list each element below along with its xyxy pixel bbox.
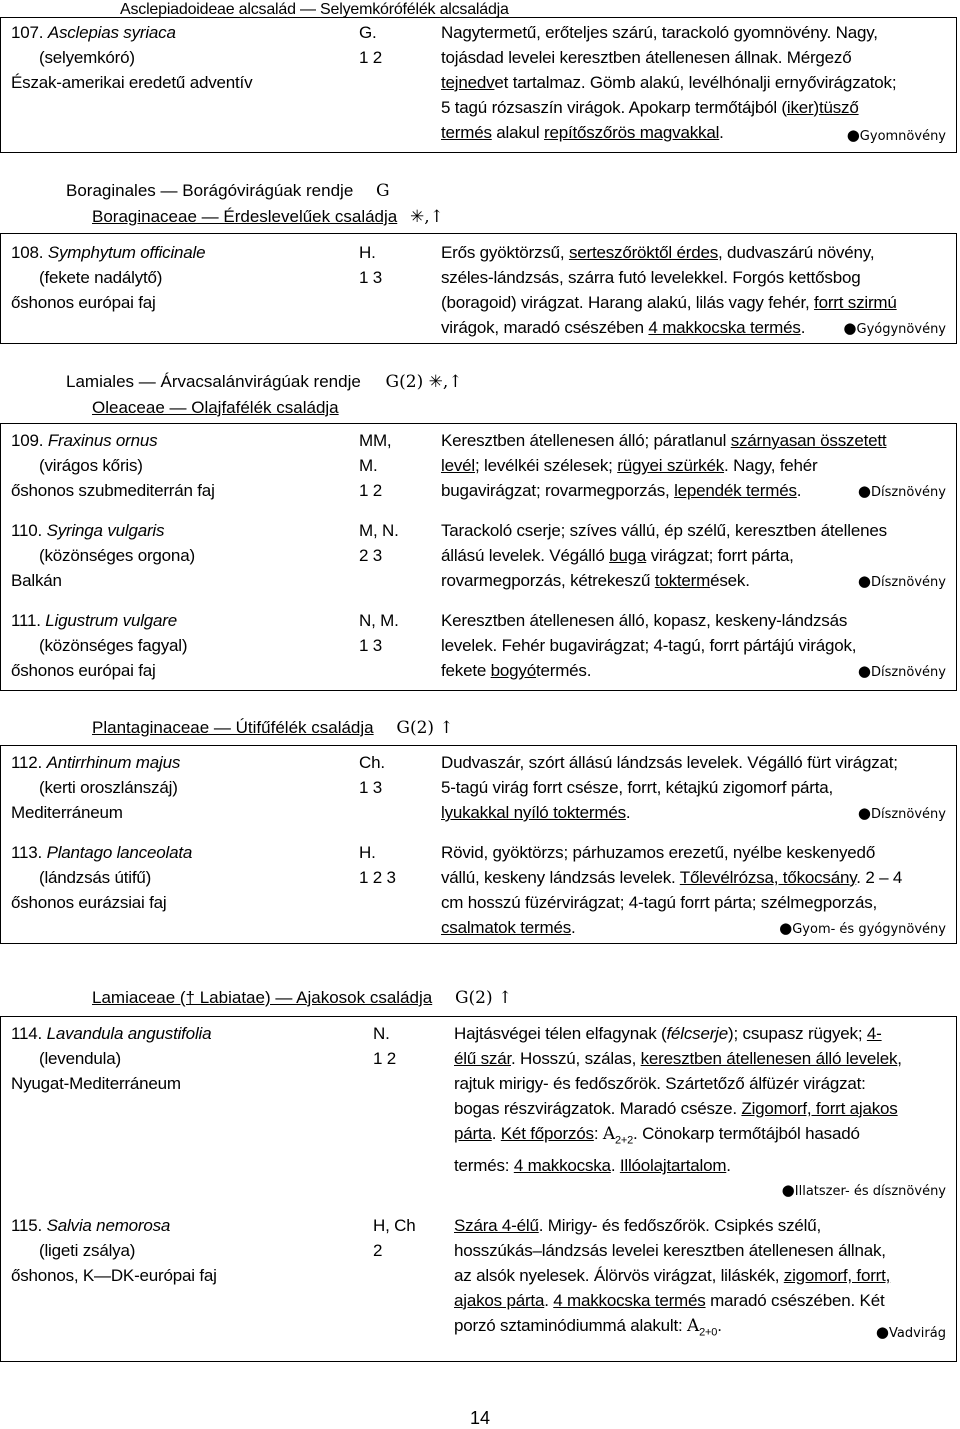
- category-tag: ●Gyom- és gyógynövény: [779, 919, 946, 937]
- entry-107-code: G. 1 2: [359, 23, 383, 67]
- page-number: 14: [469, 1408, 491, 1428]
- order-title-lamiales: Lamiales — Árvacsalánvirágúak rendje G(2) ✳,↑: [66, 372, 463, 392]
- entry-110-code: M, N. 2 3: [359, 521, 399, 565]
- entry-box-107: [0, 17, 957, 153]
- entry-112-desc: Dudvaszár, szórt állású lándzsás levelek. Végálló fürt virágzat; 5-tagú virág forrt csésze, forrt, kétajkú zigomorf párta, lyukakkal nyíló toktermés.: [441, 753, 898, 822]
- entry-114-code: N. 1 2: [373, 1024, 397, 1068]
- entry-109-code: MM, M. 1 2: [359, 431, 392, 500]
- entry-115-desc: Szára 4-élű. Mirigy- és fedőszőrök. Csipkés szélű, hosszúkás–lándzsás levelei keresztben átellenesen állnak, az alsók nyelesek. Álörvös virágzat, liláskék, zigomorf, forrt, ajakos párta. 4 makkocska termés maradó csészében. Két porzó sztaminódiummá alakult: $A_{2+0}$.: [454, 1216, 891, 1339]
- category-tag: ●Dísznövény: [857, 482, 946, 500]
- entry-111-desc: Keresztben átellenesen álló, kopasz, keskeny-lándzsás levelek. Fehér bugavirágzat; 4-tagú, forrt pártájú virágok, fekete bogyótermés.: [441, 611, 857, 680]
- family-title-lamiaceae: Lamiaceae († Labiatae) — Ajakosok családja G(2) ↑: [92, 988, 513, 1008]
- category-tag: ●Gyomnövény: [846, 126, 946, 144]
- family-title-boraginaceae: Boraginaceae — Érdeslevelűek családja ✳,↑: [92, 207, 444, 227]
- entry-114-desc: Hajtásvégei télen elfagynak (félcserje); csupasz rügyek; 4- élű szár. Hosszú, szálas, keresztben átellenesen álló levelek, rajtuk mirigy- és fedőszőrök. Szártetőző álfüzér virágzat: bogas részvirágzatok. Maradó csésze. Zigomorf, forrt ajakos párta. Két főporzós: $A_{2+2}$. Cönokarp termőtájból hasadó termés: 4 makkocska. Illóolajtartalom.: [454, 1024, 902, 1176]
- entry-112-left: 112. Antirrhinum majus (kerti oroszlánszáj) Mediterráneum: [11, 753, 181, 822]
- entry-box-109-111: [0, 423, 957, 691]
- entry-107-left: 107. Asclepias syriaca (selyemkóró) Észak-amerikai eredetű adventív: [11, 23, 253, 92]
- entry-113-code: H. 1 2 3: [359, 843, 396, 887]
- entry-108-desc: Erős gyöktörzsű, serteszőröktől érdes, dudvaszárú növény, széles-lándzsás, szárra futó levelekkel. Forgós kettősbog (boragoid) virágzat. Harang alakú, lilás vagy fehér, forrt szirmú virágok, maradó csészében 4 makkocska termés.: [441, 243, 897, 337]
- entry-115-left: 115. Salvia nemorosa (ligeti zsálya) őshonos, K—DK-európai faj: [11, 1216, 217, 1285]
- entry-109-desc: Keresztben átellenesen álló; páratlanul szárnyasan összetett levél; levélkéi szélesek; rügyei szürkék. Nagy, fehér bugavirágzat; rovarmegporzás, lependék termés.: [441, 431, 887, 500]
- entry-113-desc: Rövid, gyöktörzs; párhuzamos erezetű, nyélbe keskenyedő vállú, keskeny lándzsás levelek. Tőlevélrózsa, tőkocsány. 2 – 4 cm hosszú füzérvirágzat; 4-tagú forrt párta; szélmegporzás, csalmatok termés.: [441, 843, 903, 937]
- category-tag: ●Vadvirág: [875, 1323, 946, 1341]
- entry-111-code: N, M. 1 3: [359, 611, 399, 655]
- entry-113-left: 113. Plantago lanceolata (lándzsás útifű) őshonos eurázsiai faj: [11, 843, 193, 912]
- entry-box-114-115: [0, 1016, 957, 1362]
- entry-108-code: H. 1 3: [359, 243, 383, 287]
- category-tag: ●Dísznövény: [857, 572, 946, 590]
- running-header: Asclepiadoideae alcsalád — Selyemkórófélék alcsaládja: [120, 1, 509, 18]
- species-name: Asclepias syriaca: [47, 23, 176, 42]
- category-tag: ●Illatszer- és dísznövény: [781, 1181, 946, 1199]
- entry-108-left: 108. Symphytum officinale (fekete nadálytő) őshonos európai faj: [11, 243, 206, 312]
- family-title-oleaceae: Oleaceae — Olajfafélék családja: [92, 398, 339, 417]
- entry-109-left: 109. Fraxinus ornus (virágos kőris) őshonos szubmediterrán faj: [11, 431, 215, 500]
- entry-box-112-113: [0, 745, 957, 944]
- entry-114-left: 114. Lavandula angustifolia (levendula) Nyugat-Mediterráneum: [11, 1024, 212, 1093]
- entry-111-left: 111. Ligustrum vulgare (közönséges fagyal) őshonos európai faj: [11, 611, 188, 680]
- category-tag: ●Dísznövény: [857, 804, 946, 822]
- order-title-boraginales: Boraginales — Borágóvirágúak rendje G: [66, 181, 390, 201]
- entry-107-desc: Nagytermetű, erőteljes szárú, tarackoló gyomnövény. Nagy, tojásdad levelei keresztben átellenesen állnak. Mérgező tejnedvet tartalmaz. Gömb alakú, levélhónalji ernyővirágzatok; 5 tagú rózsaszín virágok. Apokarp termőtájból (iker)tüsző termés alakul repítőszőrös magvakkal.: [441, 23, 897, 142]
- category-tag: ●Dísznövény: [857, 662, 946, 680]
- entry-110-left: 110. Syringa vulgaris (közönséges orgona) Balkán: [11, 521, 195, 590]
- entry-112-code: Ch. 1 3: [359, 753, 385, 797]
- family-title-plantaginaceae: Plantaginaceae — Útifűfélék családja G(2) ↑: [92, 718, 454, 738]
- entry-110-desc: Tarackoló cserje; szíves vállú, ép szélű, keresztben átellenes állású levelek. Végálló buga virágzat; forrt párta, rovarmegporzás, kétrekeszű toktermések.: [441, 521, 887, 590]
- entry-115-code: H, Ch 2: [373, 1216, 416, 1260]
- category-tag: ●Gyógynövény: [843, 319, 946, 337]
- entry-box-108: [0, 233, 957, 344]
